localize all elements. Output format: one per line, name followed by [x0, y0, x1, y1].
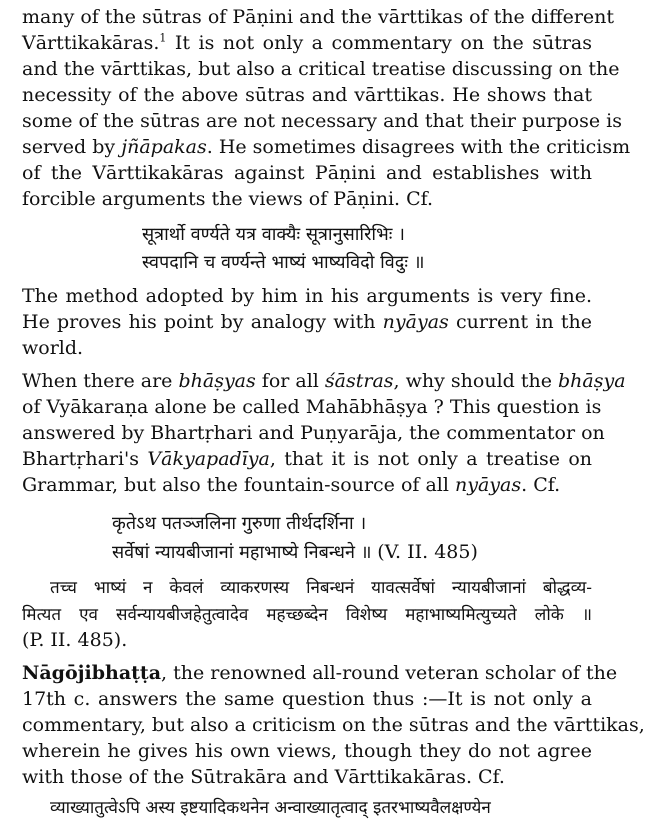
- citation-reference: (V. II. 485): [377, 541, 478, 563]
- italic-term: Vākyapadīya: [147, 448, 270, 470]
- text-line: of the Vārttikakāras against Pāṇini and establishes with: [22, 162, 592, 184]
- author-name: Nāgōjibhaṭṭa: [22, 662, 162, 684]
- text-line: with those of the Sūtrakāra and Vārttikakāras. Cf.: [22, 766, 505, 788]
- text-line: Nāgōjibhaṭṭa, the renowned all-round veteran scholar of the: [22, 662, 618, 684]
- sanskrit-verse-line: सूत्रार्थो वर्ण्यते यत्र वाक्यैः सूत्रानुसारिभिः ।: [142, 224, 405, 245]
- text-line: world.: [22, 337, 84, 359]
- italic-term: bhāṣyas: [178, 370, 256, 392]
- italic-term: nyāyas: [455, 474, 522, 496]
- citation-reference: (P. II. 485).: [22, 629, 128, 651]
- italic-term: śāstras: [324, 370, 394, 392]
- text-line: some of the sūtras are not necessary and that their purpose is: [22, 110, 622, 132]
- text-line: Bhartṛhari's Vākyapadīya, that it is not only a treatise on: [22, 448, 592, 470]
- text-line: and the vārttikas, but also a critical treatise discussing on the: [22, 58, 620, 80]
- text-line: wherein he gives his own views, though they do not agree: [22, 740, 592, 762]
- text-line: Grammar, but also the fountain-source of all nyāyas. Cf.: [22, 474, 561, 496]
- sanskrit-verse-line: कृतेऽथ पतञ्जलिना गुरुणा तीर्थदर्शिना ।: [112, 513, 367, 534]
- sanskrit-prose-line: मित्यत एव सर्वन्यायबीजहेतुत्वादेव महच्छब्देन विशेष्य महाभाष्यमित्युच्यते लोके ॥: [22, 605, 592, 625]
- text-line: answered by Bhartṛhari and Puṇyarāja, the commentator on: [22, 422, 605, 444]
- text-line: When there are bhāṣyas for all śāstras, why should the bhāṣya: [22, 370, 626, 392]
- text-line: Vārttikakāras.$^1$ It is not only a commentary on the sūtras: [22, 31, 592, 54]
- text-line: served by jñāpakas. He sometimes disagrees with the criticism: [22, 136, 631, 158]
- text-line: The method adopted by him in his arguments is very fine.: [22, 285, 592, 307]
- text-line: of Vyākaraṇa alone be called Mahābhāṣya ? This question is: [22, 396, 602, 418]
- sanskrit-prose-line: तच्च भाष्यं न केवलं व्याकरणस्य निबन्धनं यावत्सर्वेषां न्यायबीजानां बोद्धव्य-: [50, 578, 592, 598]
- footnote-marker: 1: [159, 31, 167, 45]
- text-line: commentary, but also a criticism on the sūtras and the vārttikas,: [22, 714, 645, 736]
- text-line: He proves his point by analogy with nyāyas current in the: [22, 311, 592, 333]
- text-line: forcible arguments the views of Pāṇini. Cf.: [22, 188, 434, 210]
- italic-term: nyāyas: [382, 311, 449, 333]
- sanskrit-prose-line: व्याख्यातुत्वेऽपि अस्य इष्टयादिकथनेन अन्वाख्यातृत्वाद् इतरभाष्यवैलक्षण्येन: [50, 798, 491, 818]
- text-line: necessity of the above sūtras and vārttikas. He shows that: [22, 84, 592, 106]
- italic-term: jñāpakas: [121, 136, 207, 158]
- text-line: many of the sūtras of Pāṇini and the vārttikas of the different: [22, 6, 615, 28]
- sanskrit-verse-line: स्वपदानि च वर्ण्यन्ते भाष्यं भाष्यविदो विदुः ॥: [142, 252, 425, 273]
- text-line: 17th c. answers the same question thus :—It is not only a: [22, 688, 592, 710]
- italic-term: bhāṣya: [558, 370, 626, 392]
- sanskrit-verse-line: सर्वेषां न्यायबीजानां महाभाष्ये निबन्धने ॥ (V. II. 485): [112, 541, 478, 563]
